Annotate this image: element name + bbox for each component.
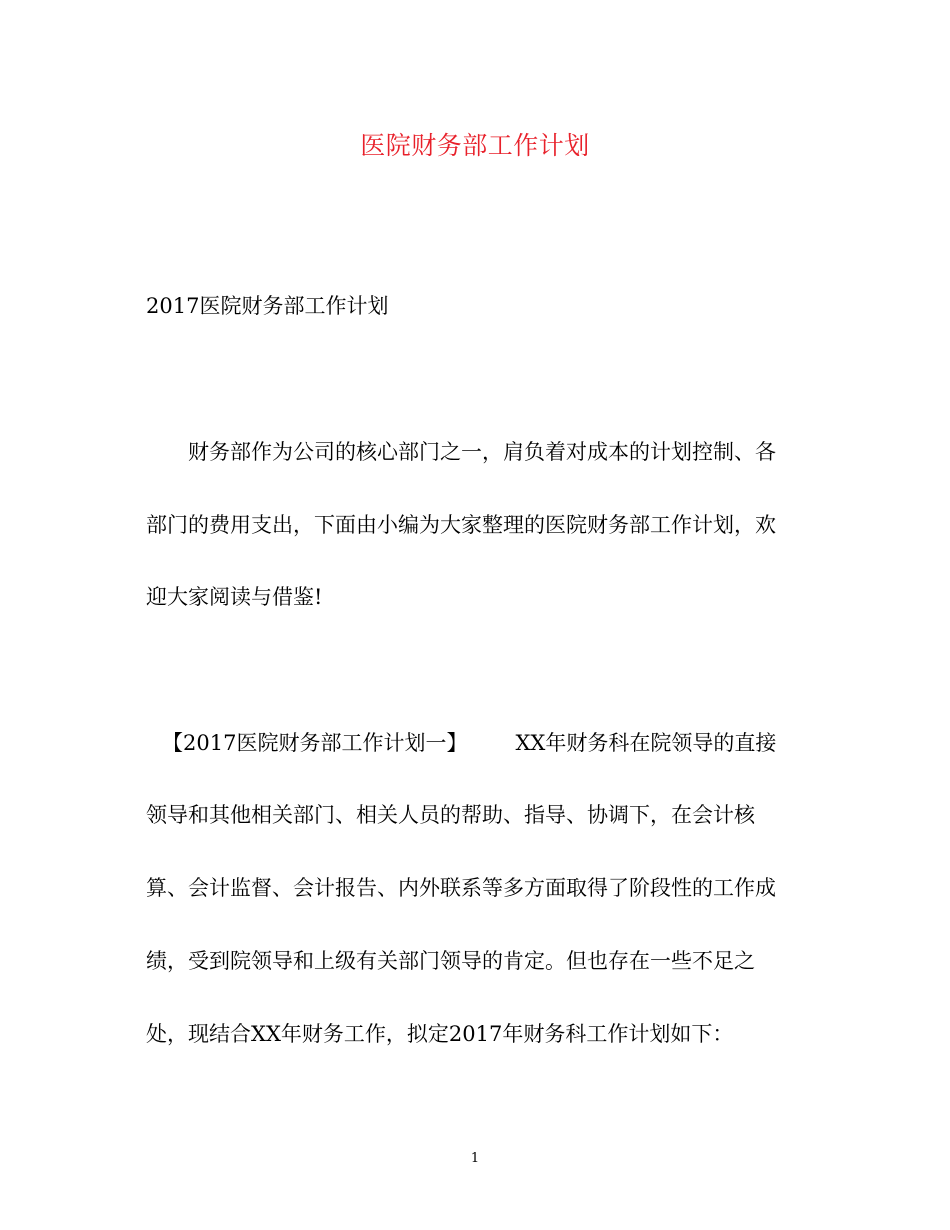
section-line-2: 领导和其他相关部门、相关人员的帮助、指导、协调下，在会计核: [146, 803, 755, 827]
section-line-3: 算、会计监督、会计报告、内外联系等多方面取得了阶段性的工作成: [146, 876, 776, 900]
section-heading: 【2017医院财务部工作计划一】: [162, 731, 468, 755]
intro-line-3: 迎大家阅读与借鉴!: [146, 585, 323, 609]
document-title: 医院财务部工作计划: [360, 131, 590, 160]
intro-line-1: 财务部作为公司的核心部门之一，肩负着对成本的计划控制、各: [188, 440, 776, 464]
section-line-1: XX年财务科在院领导的直接: [515, 731, 777, 755]
section-first-line: [162, 728, 776, 758]
document-subtitle: 2017医院财务部工作计划: [146, 294, 389, 318]
section-line-4: 绩，受到院领导和上级有关部门领导的肯定。但也存在一些不足之: [146, 949, 755, 973]
intro-line-2: 部门的费用支出，下面由小编为大家整理的医院财务部工作计划，欢: [146, 513, 776, 537]
page-number: 1: [470, 1151, 480, 1166]
section-line-5: 处，现结合XX年财务工作，拟定2017年财务科工作计划如下：: [146, 1022, 734, 1046]
